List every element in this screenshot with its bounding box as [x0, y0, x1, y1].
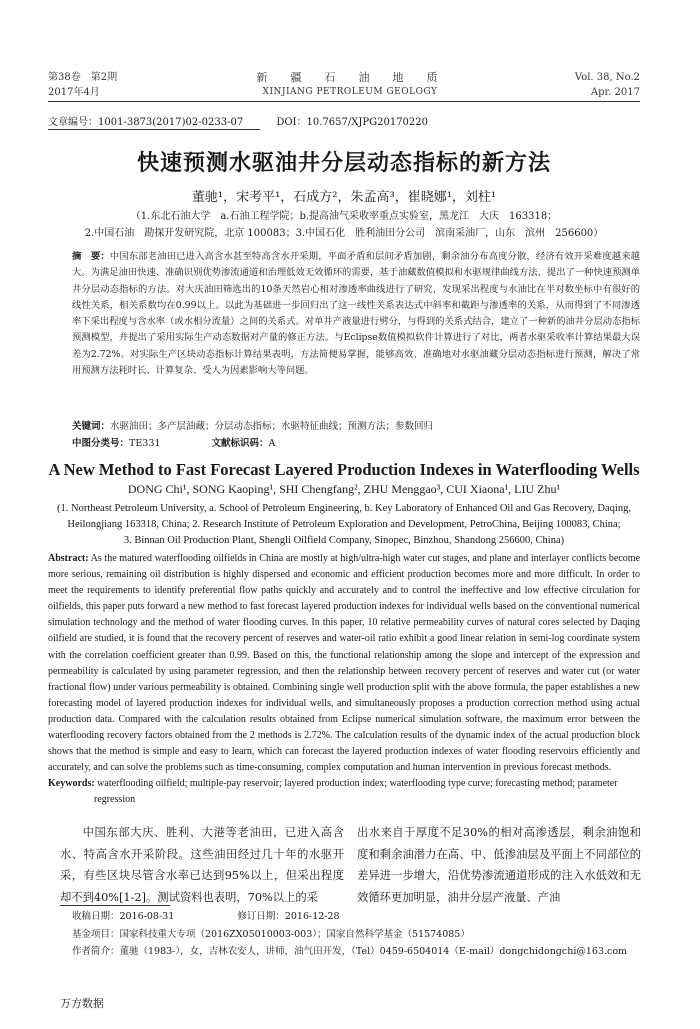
journal-name-en: XINJIANG PETROLEUM GEOLOGY — [262, 87, 438, 97]
journal-name-cn: 新 疆 石 油 地 质 — [256, 71, 444, 84]
affiliation-cn — [48, 208, 640, 242]
doc-code-value: A — [268, 438, 276, 449]
date-en: Apr. 2017 — [590, 87, 640, 98]
abstract-cn-label: 摘 要： — [72, 251, 110, 262]
class-value: TE331 — [129, 438, 161, 449]
abstract-cn — [72, 249, 640, 379]
watermark-text: 万方数据 — [60, 997, 104, 1010]
footnote-dates — [72, 910, 640, 924]
header-rule — [48, 101, 640, 102]
class-label: 中图分类号： — [72, 438, 130, 449]
title-en: A New Method to Fast Forecast Layered Production Indexes in Waterflooding Wells — [48, 460, 640, 479]
classification-line — [72, 436, 275, 452]
volume-en: Vol. 38, No.2 — [574, 72, 640, 83]
date-cn: 2017年4月 — [48, 87, 100, 98]
abstract-cn-text: 中国东部老油田已进入高含水甚至特高含水开采期，平面矛盾和层间矛盾加剧，剩余油分布高度分散，经济有效开采难度越来越大。为满足油田快速、准确识别优势渗流通道和治理低效无效循环的需要，基于油藏数值模拟和水驱规律曲线方法，提出了一种快速预测单井分层动态指标的方法。对大庆油田筛选出的10条天然岩心相对渗透率曲线进行了研究，发现采出程度与水油比在半对数坐标中有很好的线性关系，相关系数均在0.99以上。以此为基础进一步回归出了这一线性关系表达式中斜率和截距与渗透率的关系，从而得到了不同渗透率下采出程度与含水率（或水相分流量）之间的关系式。对单井产液量进行劈分，与得到的关系式结合，建立了一种新的油井分层动态指标预测模型，并提出了采用实际生产动态数据对产量的修正方法。与Eclipse数值模拟软件计算进行了对比，两者水驱采收率计算结果最大误差为2.72%。对实际生产区块动态指标计算结果表明，方法简便易掌握，能够高效、准确地对水驱油藏分层动态指标进行预测，解决了常用预测方法耗时长、计算复杂、受人为因素影响大等问题。 — [72, 251, 640, 377]
abstract-en — [48, 551, 640, 776]
volume-cn: 第38卷 第2期 — [48, 72, 118, 83]
abstract-en-text: As the matured waterflooding oilfields in China are mostly at high/ultra-high water cut stages, and plane and interlayer conflicts become more serious, remaining oil distribution is highly dispersed and economic and efficient production becomes more and more difficult. In order to meet the requirements to identify preferential flow paths quickly and accurately and to control the ineffective and low effective circulation for oilfields, this paper puts forward a new method to fast forecast layered production indexes for individual wells based on the conventional numerical simulation technology and the method of water flooding curves. In this paper, 10 relative permeability curves of natural cores selected by Daqing oilfield are studied, it is found that the recovery percent of reserves and water-oil ratio exhibit a good linear relation in semi-log coordinate system with the correlation coefficient greater than 0.99. Based on this, the functional relationship among the slope and intercept of the expression and permeability is calculated by using parameter regression, and then the relationship between recovery percent of reserves and water cut (or water fractional flow) under various permeability is obtained. Combining single well production split with the above formula, the paper establishes a new forecasting model of layered production indexes for individual wells, and simultaneously proposes a production correction method using actual production data. Compared with the calculation results obtained from Eclipse numerical simulation software, the maximum error between the waterflooding recovery factors obtained from the 2 methods is 2.72%. The calculation results of the dynamic index of the actual production block shows that the method is simple and easy to learn, which can forecast the layered production indexes of water flooding reservoirs efficiently and accurately, and can solve the problems such as time-consuming, complex computation and human intervention in previous forecast methods. — [48, 553, 641, 774]
header-volume-en — [575, 70, 640, 100]
doc-code-label: 文献标识码： — [211, 438, 269, 449]
keywords-en-label: Keywords: — [48, 778, 95, 789]
affiliation-en-line: Heilongjiang 163318, China; 2. Research Institute of Petroleum Exploration and Development, PetroChina, Beijing 100083, China; — [67, 519, 621, 530]
footnote-rule — [60, 905, 170, 906]
footnote-author-bio: 作者简介：董驰（1983-），女，吉林农安人，讲师，油气田开发，（Tel）0459-6504014（E-mail）dongchidongchi@163.com — [72, 946, 628, 957]
affiliation-cn-line: 2.中国石油 勘探开发研究院，北京 100083；3.中国石化 胜利油田分公司 滨南采油厂，山东 滨州 256600） — [84, 228, 604, 239]
body-right-column: 出水来自于厚度不足30%的相对高渗透层，剩余油饱和度和剩余油潜力在高、中、低渗油层及平面上不同部位的差异进一步增大，沿优势渗流通道形成的注入水低效和无效循环更加明显，油井分层产液量、产油 — [357, 826, 641, 904]
header-journal — [200, 70, 500, 100]
footnote-funding: 基金项目：国家科技重大专项（2016ZX05010003-003）；国家自然科学基金（51574085） — [72, 929, 470, 940]
keywords-cn-text: 水驱油田；多产层油藏；分层动态指标；水驱特征曲线；预测方法；参数回归 — [110, 421, 434, 432]
affiliation-en — [48, 501, 640, 549]
title-cn: 快速预测水驱油井分层动态指标的新方法 — [136, 151, 551, 176]
body-left-column: 中国东部大庆、胜利、大港等老油田，已进入高含水、特高含水开采阶段。这些油田经过几十年的水驱开采，有些区块尽管含水率已达到95%以上，但采出程度却不到40%[1-2]。测试资料也表明，70%以上的采 — [60, 826, 344, 904]
affiliation-en-line: (1. Northeast Petroleum University, a. School of Petroleum Engineering, b. Key Laboratory of Enhanced Oil and Gas Recovery, Daqing, — [57, 503, 631, 514]
header-volume-cn — [48, 70, 117, 100]
doi: DOI：10.7657/XJPG20170220 — [276, 117, 429, 128]
revised-date: 修订日期：2016-12-28 — [237, 911, 340, 922]
received-date: 收稿日期：2016-08-31 — [72, 911, 175, 922]
affiliation-cn-line: （1.东北石油大学 a.石油工程学院；b.提高油气采收率重点实验室，黑龙江 大庆 163318； — [130, 211, 558, 222]
affiliation-en-line: 3. Binnan Oil Production Plant, Shengli Oilfield Company, Sinopec, Binzhou, Shandong 256600, China) — [123, 535, 565, 546]
article-id-line — [48, 113, 428, 128]
article-number: 文章编号：1001-3873(2017)02-0233-07 — [48, 117, 244, 128]
authors-cn: 董驰¹，宋考平¹，石成方²，朱孟高³，崔晓娜¹，刘柱¹ — [191, 190, 497, 205]
keywords-en — [48, 776, 640, 808]
article-id-rule — [48, 129, 260, 130]
authors-en: DONG Chi¹, SONG Kaoping¹, SHI Chengfang², ZHU Menggao³, CUI Xiaona¹, LIU Zhu¹ — [127, 482, 561, 496]
keywords-cn — [72, 419, 640, 435]
keywords-en-text: waterflooding oilfield; multiple-pay reservoir; layered production index; waterflooding type curve; forecasting method; parameter regression — [94, 778, 618, 805]
keywords-cn-label: 关键词： — [72, 421, 111, 432]
abstract-en-label: Abstract: — [48, 553, 89, 564]
